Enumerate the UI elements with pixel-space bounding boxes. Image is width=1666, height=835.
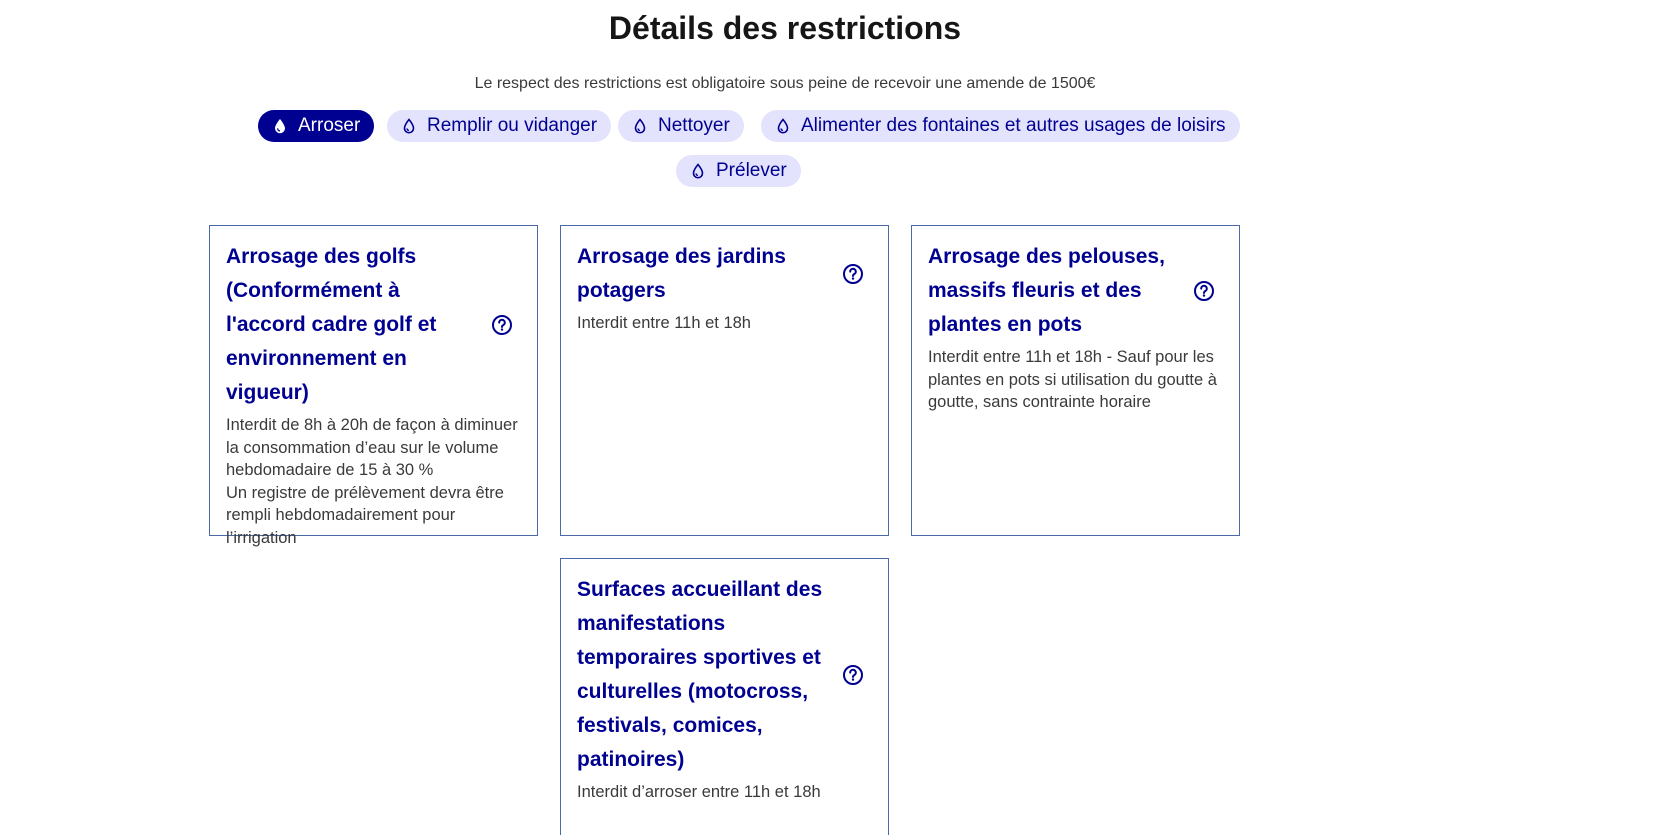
card-header (577, 240, 872, 308)
tab-label: Nettoyer (658, 115, 730, 136)
question-circle-icon[interactable] (842, 664, 864, 686)
water-drop-icon (401, 118, 417, 134)
tab-arroser[interactable] (258, 110, 374, 142)
tab-alimenter-fontaines[interactable] (761, 110, 1240, 142)
card-title: Surfaces accueillant des manifestations temporaires sportives et culturelles (motocross, festivals, comices, patinoires) (577, 578, 823, 771)
water-drop-icon (690, 163, 706, 179)
card-title: Arrosage des golfs (Conformément à l'accord cadre golf et environnement en vigueur) (226, 245, 437, 404)
card-header (226, 240, 521, 410)
card-description: Interdit d’arroser entre 11h et 18h (577, 783, 821, 801)
restriction-card-golfs (209, 225, 538, 547)
restriction-card-jardins-potagers (560, 225, 889, 536)
question-circle-icon[interactable] (842, 263, 864, 285)
water-drop-icon (775, 118, 791, 134)
tab-prelever[interactable] (676, 155, 801, 187)
tab-label: Prélever (716, 160, 787, 181)
restriction-card-pelouses (911, 225, 1240, 536)
card-header (928, 240, 1223, 342)
card-description: Interdit entre 11h et 18h - Sauf pour les plantes en pots si utilisation du goutte à goutte, sans contrainte horaire (928, 348, 1217, 412)
tab-remplir-ou-vidanger[interactable] (387, 110, 611, 142)
question-circle-icon[interactable] (491, 314, 513, 336)
card-title: Arrosage des pelouses, massifs fleuris et des plantes en pots (928, 245, 1165, 336)
tab-nettoyer[interactable] (618, 110, 744, 142)
card-description: Interdit de 8h à 20h de façon à diminuer la consommation d’eau sur le volume hebdomadaire de 15 à 30 % Un registre de prélèvement devra être rempli hebdomadairement pour l’irrigation (226, 416, 518, 547)
question-circle-icon[interactable] (1193, 280, 1215, 302)
water-drop-icon (632, 118, 648, 134)
restriction-card-manifestations (560, 558, 889, 835)
usage-tabs (0, 0, 1666, 200)
tab-label: Alimenter des fontaines et autres usages de loisirs (801, 115, 1226, 136)
card-description: Interdit entre 11h et 18h (577, 314, 751, 332)
fine-notice: Le respect des restrictions est obligatoire sous peine de recevoir une amende de 1500€ (474, 75, 1096, 92)
card-header (577, 573, 872, 777)
tab-label: Arroser (298, 115, 361, 136)
card-title: Arrosage des jardins potagers (577, 245, 786, 302)
tab-label: Remplir ou vidanger (427, 115, 598, 136)
water-drop-icon (272, 118, 288, 134)
page-title: Détails des restrictions (608, 10, 962, 46)
